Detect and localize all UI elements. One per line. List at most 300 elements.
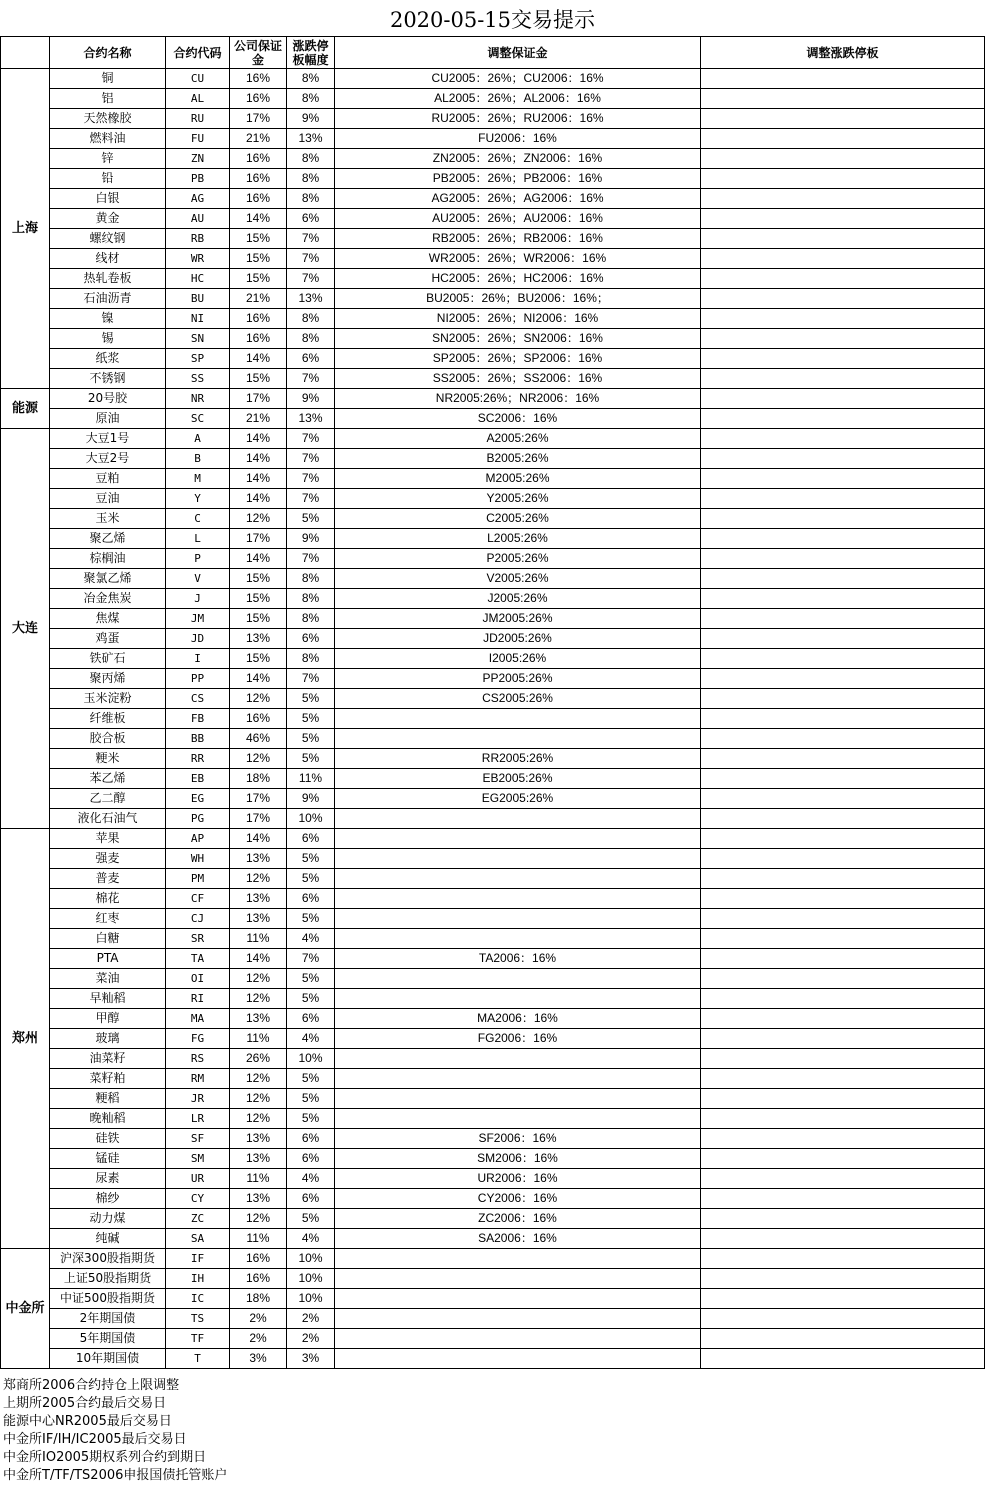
note-line: 中金所T/TF/TS2006申报国债托管账户 [3,1468,228,1483]
table-row [1,529,985,549]
contract-code-cell: SP [166,349,230,369]
company-margin-cell: 16% [230,309,287,329]
contract-code-cell: CS [166,689,230,709]
contract-code-cell: CY [166,1189,230,1209]
adjusted-margin-cell: SM2006：16% [335,1149,701,1169]
price-limit-cell: 5% [287,749,335,769]
price-limit-cell: 13% [287,289,335,309]
adjusted-limit-cell [701,289,985,309]
company-margin-cell: 17% [230,809,287,829]
contract-name-cell: 热轧卷板 [50,269,166,289]
company-margin-cell: 17% [230,109,287,129]
adjusted-limit-cell [701,89,985,109]
company-margin-cell: 15% [230,249,287,269]
adjusted-margin-cell: JM2005:26% [335,609,701,629]
company-margin-cell: 11% [230,1169,287,1189]
adjusted-margin-cell: AU2005：26%；AU2006：16% [335,209,701,229]
table-row [1,129,985,149]
table-row [1,729,985,749]
adjusted-margin-cell [335,849,701,869]
contract-name-cell: 5年期国债 [50,1329,166,1349]
company-margin-cell: 12% [230,689,287,709]
contract-name-cell: 纸浆 [50,349,166,369]
contract-name-cell: 冶金焦炭 [50,589,166,609]
contract-name-cell: 豆粕 [50,469,166,489]
price-limit-cell: 5% [287,909,335,929]
table-row [1,809,985,829]
contract-code-cell: EB [166,769,230,789]
price-limit-cell: 9% [287,789,335,809]
adjusted-limit-cell [701,209,985,229]
contract-name-cell: 粳稻 [50,1089,166,1109]
contract-name-cell: 玻璃 [50,1029,166,1049]
contract-code-cell: SF [166,1129,230,1149]
contract-code-cell: AG [166,189,230,209]
adjusted-margin-cell: SF2006：16% [335,1129,701,1149]
table-row [1,1009,985,1029]
notes-section [0,1377,985,1485]
price-limit-cell: 8% [287,189,335,209]
company-margin-cell: 12% [230,869,287,889]
price-limit-cell: 8% [287,609,335,629]
adjusted-margin-cell: WR2005：26%；WR2006：16% [335,249,701,269]
adjusted-limit-cell [701,689,985,709]
exchange-cell: 中金所 [1,1249,50,1369]
header-company-margin: 公司保证金 [230,37,287,69]
contract-code-cell: TA [166,949,230,969]
adjusted-margin-cell [335,1309,701,1329]
company-margin-cell: 21% [230,289,287,309]
contract-name-cell: 豆油 [50,489,166,509]
contract-code-cell: AU [166,209,230,229]
contract-code-cell: IF [166,1249,230,1269]
adjusted-margin-cell: AL2005：26%；AL2006：16% [335,89,701,109]
contract-code-cell: PB [166,169,230,189]
contract-code-cell: Y [166,489,230,509]
adjusted-limit-cell [701,69,985,89]
contract-name-cell: 铁矿石 [50,649,166,669]
price-limit-cell: 4% [287,1169,335,1189]
adjusted-limit-cell [701,609,985,629]
table-row [1,1349,985,1369]
table-row [1,829,985,849]
header-contract-name: 合约名称 [50,37,166,69]
contract-code-cell: FG [166,1029,230,1049]
adjusted-limit-cell [701,1169,985,1189]
price-limit-cell: 7% [287,549,335,569]
adjusted-margin-cell: RU2005：26%；RU2006：16% [335,109,701,129]
price-limit-cell: 6% [287,209,335,229]
table-row [1,649,985,669]
company-margin-cell: 2% [230,1309,287,1329]
price-limit-cell: 9% [287,389,335,409]
contract-code-cell: OI [166,969,230,989]
adjusted-margin-cell: SC2006：16% [335,409,701,429]
contract-code-cell: BU [166,289,230,309]
contract-code-cell: AL [166,89,230,109]
company-margin-cell: 15% [230,649,287,669]
contract-name-cell: 锌 [50,149,166,169]
company-margin-cell: 3% [230,1349,287,1369]
price-limit-cell: 8% [287,649,335,669]
contract-code-cell: RB [166,229,230,249]
adjusted-limit-cell [701,1209,985,1229]
price-limit-cell: 2% [287,1309,335,1329]
company-margin-cell: 16% [230,329,287,349]
adjusted-limit-cell [701,189,985,209]
price-limit-cell: 3% [287,1349,335,1369]
price-limit-cell: 5% [287,1069,335,1089]
table-row [1,389,985,409]
table-row [1,1229,985,1249]
price-limit-cell: 5% [287,849,335,869]
company-margin-cell: 16% [230,69,287,89]
contract-code-cell: CJ [166,909,230,929]
price-limit-cell: 7% [287,469,335,489]
adjusted-margin-cell [335,1069,701,1089]
company-margin-cell: 14% [230,949,287,969]
contract-code-cell: I [166,649,230,669]
price-limit-cell: 6% [287,1149,335,1169]
adjusted-margin-cell: RB2005：26%；RB2006：16% [335,229,701,249]
contract-name-cell: 粳米 [50,749,166,769]
contract-code-cell: V [166,569,230,589]
table-row [1,769,985,789]
company-margin-cell: 11% [230,1229,287,1249]
adjusted-margin-cell: SP2005：26%；SP2006：16% [335,349,701,369]
contract-name-cell: 菜油 [50,969,166,989]
adjusted-limit-cell [701,749,985,769]
adjusted-margin-cell [335,909,701,929]
price-limit-cell: 7% [287,429,335,449]
company-margin-cell: 14% [230,669,287,689]
contract-code-cell: SR [166,929,230,949]
company-margin-cell: 14% [230,469,287,489]
adjusted-margin-cell [335,969,701,989]
table-row [1,1329,985,1349]
adjusted-limit-cell [701,529,985,549]
contract-code-cell: IH [166,1269,230,1289]
contract-name-cell: 锡 [50,329,166,349]
company-margin-cell: 17% [230,529,287,549]
company-margin-cell: 17% [230,389,287,409]
price-limit-cell: 7% [287,369,335,389]
adjusted-margin-cell: ZN2005：26%；ZN2006：16% [335,149,701,169]
adjusted-margin-cell: J2005:26% [335,589,701,609]
price-limit-cell: 5% [287,689,335,709]
trading-table [0,36,985,1369]
adjusted-margin-cell [335,1249,701,1269]
adjusted-limit-cell [701,1309,985,1329]
company-margin-cell: 13% [230,1129,287,1149]
contract-name-cell: 棕榈油 [50,549,166,569]
contract-name-cell: 白银 [50,189,166,209]
table-row [1,189,985,209]
contract-code-cell: SN [166,329,230,349]
adjusted-limit-cell [701,1009,985,1029]
adjusted-margin-cell: JD2005:26% [335,629,701,649]
table-row [1,1289,985,1309]
table-row [1,149,985,169]
adjusted-margin-cell: BU2005：26%；BU2006：16%； [335,289,701,309]
price-limit-cell: 5% [287,729,335,749]
price-limit-cell: 6% [287,1189,335,1209]
contract-name-cell: 棉纱 [50,1189,166,1209]
adjusted-margin-cell: C2005:26% [335,509,701,529]
adjusted-margin-cell [335,1349,701,1369]
company-margin-cell: 21% [230,129,287,149]
adjusted-margin-cell: NR2005:26%；NR2006：16% [335,389,701,409]
table-row [1,1089,985,1109]
adjusted-margin-cell [335,889,701,909]
price-limit-cell: 5% [287,969,335,989]
company-margin-cell: 15% [230,609,287,629]
adjusted-limit-cell [701,1329,985,1349]
table-row [1,369,985,389]
contract-code-cell: J [166,589,230,609]
company-margin-cell: 15% [230,269,287,289]
table-row [1,489,985,509]
contract-code-cell: TS [166,1309,230,1329]
adjusted-limit-cell [701,909,985,929]
contract-name-cell: 硅铁 [50,1129,166,1149]
adjusted-margin-cell [335,829,701,849]
adjusted-margin-cell: HC2005：26%；HC2006：16% [335,269,701,289]
adjusted-margin-cell: A2005:26% [335,429,701,449]
contract-name-cell: 聚氯乙烯 [50,569,166,589]
contract-code-cell: SM [166,1149,230,1169]
adjusted-limit-cell [701,629,985,649]
contract-code-cell: RU [166,109,230,129]
contract-code-cell: RM [166,1069,230,1089]
company-margin-cell: 18% [230,1289,287,1309]
contract-name-cell: 2年期国债 [50,1309,166,1329]
contract-name-cell: 胶合板 [50,729,166,749]
contract-name-cell: 早籼稻 [50,989,166,1009]
contract-name-cell: 普麦 [50,869,166,889]
header-contract-code: 合约代码 [166,37,230,69]
exchange-cell: 大连 [1,429,50,829]
adjusted-limit-cell [701,1349,985,1369]
adjusted-margin-cell: ZC2006：16% [335,1209,701,1229]
contract-name-cell: PTA [50,949,166,969]
contract-name-cell: 铅 [50,169,166,189]
adjusted-limit-cell [701,429,985,449]
company-margin-cell: 15% [230,589,287,609]
table-row [1,1189,985,1209]
table-row [1,349,985,369]
price-limit-cell: 10% [287,809,335,829]
table-row [1,249,985,269]
table-row [1,1149,985,1169]
contract-name-cell: 黄金 [50,209,166,229]
table-row [1,1109,985,1129]
contract-name-cell: 上证50股指期货 [50,1269,166,1289]
adjusted-margin-cell [335,869,701,889]
header-adjusted-margin: 调整保证金 [335,37,701,69]
adjusted-margin-cell: M2005:26% [335,469,701,489]
contract-code-cell: P [166,549,230,569]
adjusted-margin-cell: CY2006：16% [335,1189,701,1209]
adjusted-limit-cell [701,1109,985,1129]
adjusted-limit-cell [701,929,985,949]
company-margin-cell: 12% [230,1069,287,1089]
header-exchange [1,37,50,69]
price-limit-cell: 4% [287,1229,335,1249]
company-margin-cell: 16% [230,149,287,169]
contract-name-cell: 天然橡胶 [50,109,166,129]
table-body [1,69,985,1369]
adjusted-limit-cell [701,989,985,1009]
price-limit-cell: 6% [287,349,335,369]
price-limit-cell: 11% [287,769,335,789]
price-limit-cell: 6% [287,629,335,649]
adjusted-margin-cell: TA2006：16% [335,949,701,969]
adjusted-limit-cell [701,809,985,829]
adjusted-margin-cell: EB2005:26% [335,769,701,789]
contract-code-cell: NR [166,389,230,409]
company-margin-cell: 14% [230,489,287,509]
price-limit-cell: 6% [287,829,335,849]
company-margin-cell: 14% [230,449,287,469]
company-margin-cell: 16% [230,169,287,189]
contract-code-cell: JM [166,609,230,629]
adjusted-limit-cell [701,349,985,369]
table-row [1,1069,985,1089]
contract-code-cell: B [166,449,230,469]
price-limit-cell: 5% [287,989,335,1009]
contract-code-cell: M [166,469,230,489]
company-margin-cell: 14% [230,209,287,229]
company-margin-cell: 13% [230,849,287,869]
contract-name-cell: 鸡蛋 [50,629,166,649]
price-limit-cell: 5% [287,709,335,729]
adjusted-limit-cell [701,549,985,569]
contract-name-cell: 大豆1号 [50,429,166,449]
adjusted-margin-cell [335,989,701,1009]
price-limit-cell: 7% [287,449,335,469]
table-row [1,169,985,189]
contract-name-cell: 铜 [50,69,166,89]
adjusted-margin-cell: UR2006：16% [335,1169,701,1189]
company-margin-cell: 2% [230,1329,287,1349]
table-row [1,849,985,869]
table-row [1,109,985,129]
adjusted-limit-cell [701,409,985,429]
adjusted-limit-cell [701,729,985,749]
company-margin-cell: 16% [230,709,287,729]
price-limit-cell: 8% [287,169,335,189]
table-row [1,789,985,809]
price-limit-cell: 8% [287,329,335,349]
contract-name-cell: 10年期国债 [50,1349,166,1369]
table-row [1,329,985,349]
table-row [1,69,985,89]
price-limit-cell: 7% [287,949,335,969]
adjusted-limit-cell [701,1129,985,1149]
price-limit-cell: 5% [287,869,335,889]
adjusted-margin-cell [335,1329,701,1349]
table-header-row [1,37,985,69]
adjusted-margin-cell: AG2005：26%；AG2006：16% [335,189,701,209]
contract-name-cell: 石油沥青 [50,289,166,309]
adjusted-margin-cell: EG2005:26% [335,789,701,809]
company-margin-cell: 13% [230,1189,287,1209]
adjusted-margin-cell [335,1289,701,1309]
adjusted-limit-cell [701,569,985,589]
table-row [1,469,985,489]
price-limit-cell: 4% [287,1029,335,1049]
header-price-limit: 涨跌停板幅度 [287,37,335,69]
adjusted-margin-cell: Y2005:26% [335,489,701,509]
price-limit-cell: 13% [287,409,335,429]
table-row [1,689,985,709]
contract-code-cell: ZC [166,1209,230,1229]
contract-name-cell: 苯乙烯 [50,769,166,789]
price-limit-cell: 8% [287,89,335,109]
exchange-cell: 上海 [1,69,50,389]
contract-code-cell: FU [166,129,230,149]
table-row [1,449,985,469]
table-row [1,309,985,329]
adjusted-limit-cell [701,669,985,689]
table-row [1,629,985,649]
contract-name-cell: 铝 [50,89,166,109]
table-row [1,269,985,289]
adjusted-margin-cell: I2005:26% [335,649,701,669]
contract-name-cell: 纤维板 [50,709,166,729]
adjusted-margin-cell: FU2006：16% [335,129,701,149]
contract-code-cell: RI [166,989,230,1009]
company-margin-cell: 12% [230,969,287,989]
contract-name-cell: 焦煤 [50,609,166,629]
table-row [1,429,985,449]
price-limit-cell: 7% [287,269,335,289]
adjusted-margin-cell: FG2006：16% [335,1029,701,1049]
contract-code-cell: IC [166,1289,230,1309]
company-margin-cell: 12% [230,1109,287,1129]
contract-code-cell: UR [166,1169,230,1189]
adjusted-margin-cell [335,709,701,729]
price-limit-cell: 7% [287,229,335,249]
company-margin-cell: 14% [230,349,287,369]
adjusted-limit-cell [701,849,985,869]
table-row [1,1249,985,1269]
adjusted-limit-cell [701,249,985,269]
price-limit-cell: 7% [287,669,335,689]
company-margin-cell: 12% [230,1209,287,1229]
adjusted-limit-cell [701,309,985,329]
price-limit-cell: 7% [287,249,335,269]
adjusted-limit-cell [701,1229,985,1249]
price-limit-cell: 4% [287,929,335,949]
table-row [1,1209,985,1229]
company-margin-cell: 12% [230,509,287,529]
contract-name-cell: 乙二醇 [50,789,166,809]
adjusted-limit-cell [701,269,985,289]
adjusted-limit-cell [701,509,985,529]
contract-code-cell: T [166,1349,230,1369]
company-margin-cell: 17% [230,789,287,809]
contract-code-cell: A [166,429,230,449]
company-margin-cell: 15% [230,369,287,389]
contract-name-cell: 甲醇 [50,1009,166,1029]
table-row [1,569,985,589]
company-margin-cell: 15% [230,229,287,249]
company-margin-cell: 21% [230,409,287,429]
contract-code-cell: MA [166,1009,230,1029]
adjusted-limit-cell [701,1269,985,1289]
